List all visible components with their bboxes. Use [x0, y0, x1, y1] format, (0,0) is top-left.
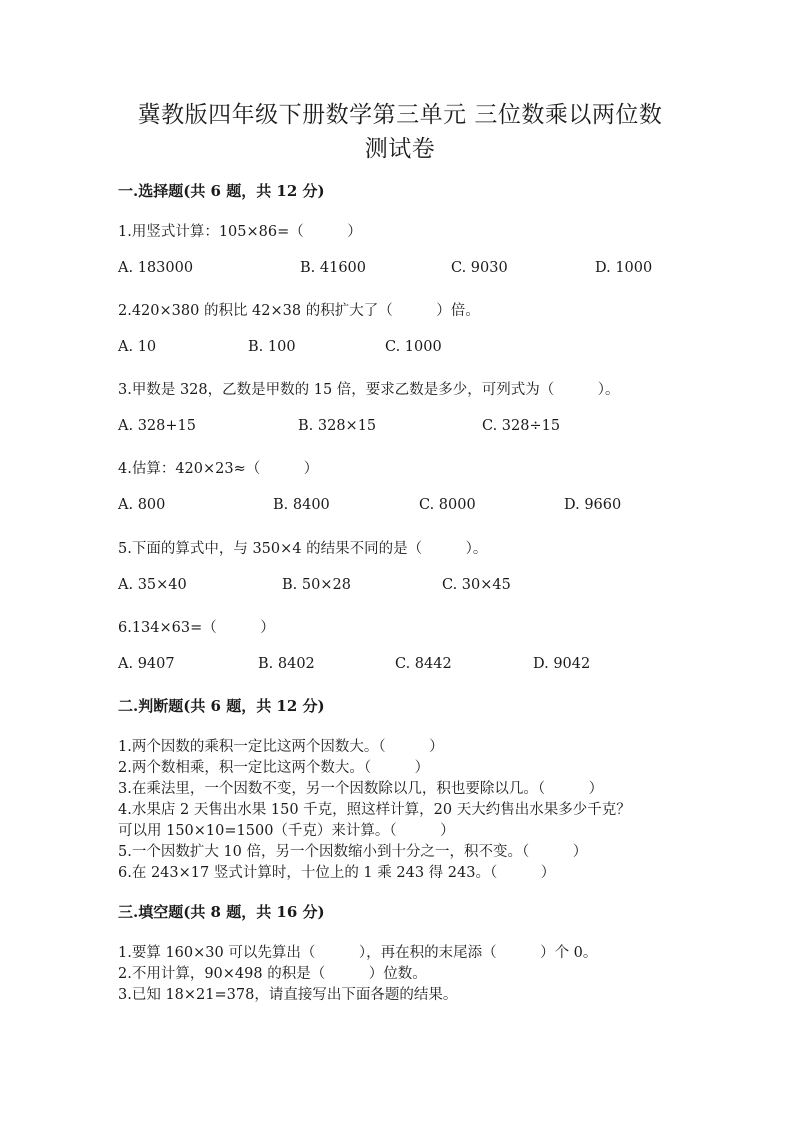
option-a[interactable]: A. 183000 [118, 260, 194, 276]
option-b[interactable]: B. 100 [248, 339, 296, 355]
option-d[interactable]: D. 9660 [564, 497, 622, 513]
choice-options-5 [118, 577, 718, 599]
option-b[interactable]: B. 41600 [300, 260, 367, 276]
fill-blank-line-1: 1.要算 160×30 可以先算出（ ），再在积的末尾添（ ）个 0。 [118, 945, 598, 961]
option-c[interactable]: C. 9030 [451, 260, 508, 276]
choice-question-1: 1.用竖式计算：105×86=（ ） [118, 224, 362, 240]
option-c[interactable]: C. 328÷15 [482, 418, 561, 434]
choice-options-3 [118, 418, 718, 440]
option-b[interactable]: B. 50×28 [282, 577, 351, 593]
option-d[interactable]: D. 1000 [595, 260, 653, 276]
option-a[interactable]: A. 9407 [118, 656, 175, 672]
choice-options-6 [118, 656, 718, 678]
option-b[interactable]: B. 328×15 [298, 418, 377, 434]
section-heading-fill-blank: 三.填空题(共 8 题，共 16 分) [118, 903, 325, 921]
choice-question-3: 3.甲数是 328，乙数是甲数的 15 倍，要求乙数是多少，可列式为（ ）。 [118, 382, 620, 398]
option-a[interactable]: A. 328+15 [118, 418, 196, 434]
option-c[interactable]: C. 1000 [385, 339, 442, 355]
judgment-line-2: 2.两个数相乘，积一定比这两个数大。（ ） [118, 760, 430, 776]
judgment-line-3: 3.在乘法里，一个因数不变，另一个因数除以几，积也要除以几。（ ） [118, 781, 604, 797]
option-b[interactable]: B. 8400 [273, 497, 330, 513]
judgment-line-6: 6.在 243×17 竖式计算时，十位上的 1 乘 243 得 243。（ ） [118, 865, 556, 881]
option-b[interactable]: B. 8402 [258, 656, 315, 672]
choice-options-2 [118, 339, 718, 361]
option-a[interactable]: A. 35×40 [118, 577, 187, 593]
choice-question-2: 2.420×380 的积比 42×38 的积扩大了（ ）倍。 [118, 303, 480, 319]
title-line-2: 测试卷 [364, 136, 436, 162]
choice-options-4 [118, 497, 718, 519]
judgment-line-4: 4.水果店 2 天售出水果 150 千克，照这样计算，20 天大约售出水果多少千克？ [118, 802, 631, 818]
document-title [60, 98, 740, 166]
choice-question-6: 6.134×63=（ ） [118, 620, 275, 636]
section-heading-judgment: 二.判断题(共 6 题，共 12 分) [118, 697, 325, 715]
choice-options-1 [118, 260, 718, 282]
section-heading-choice: 一.选择题(共 6 题，共 12 分) [118, 182, 325, 200]
title-line-1: 冀教版四年级下册数学第三单元 三位数乘以两位数 [137, 102, 663, 128]
choice-question-4: 4.估算：420×23≈（ ） [118, 461, 319, 477]
judgment-line-4-continued: 可以用 150×10=1500（千克）来计算。（ ） [118, 823, 455, 839]
option-d[interactable]: D. 9042 [533, 656, 591, 672]
option-a[interactable]: A. 800 [118, 497, 166, 513]
option-a[interactable]: A. 10 [118, 339, 157, 355]
choice-question-5: 5.下面的算式中，与 350×4 的结果不同的是（ ）。 [118, 541, 488, 557]
fill-blank-line-3: 3.已知 18×21=378，请直接写出下面各题的结果。 [118, 987, 458, 1003]
option-c[interactable]: C. 8000 [419, 497, 476, 513]
fill-blank-line-2: 2.不用计算，90×498 的积是（ ）位数。 [118, 966, 427, 982]
option-c[interactable]: C. 8442 [395, 656, 452, 672]
option-c[interactable]: C. 30×45 [442, 577, 511, 593]
judgment-line-5: 5.一个因数扩大 10 倍，另一个因数缩小到十分之一，积不变。（ ） [118, 844, 588, 860]
judgment-line-1: 1.两个因数的乘积一定比这两个因数大。（ ） [118, 739, 444, 755]
